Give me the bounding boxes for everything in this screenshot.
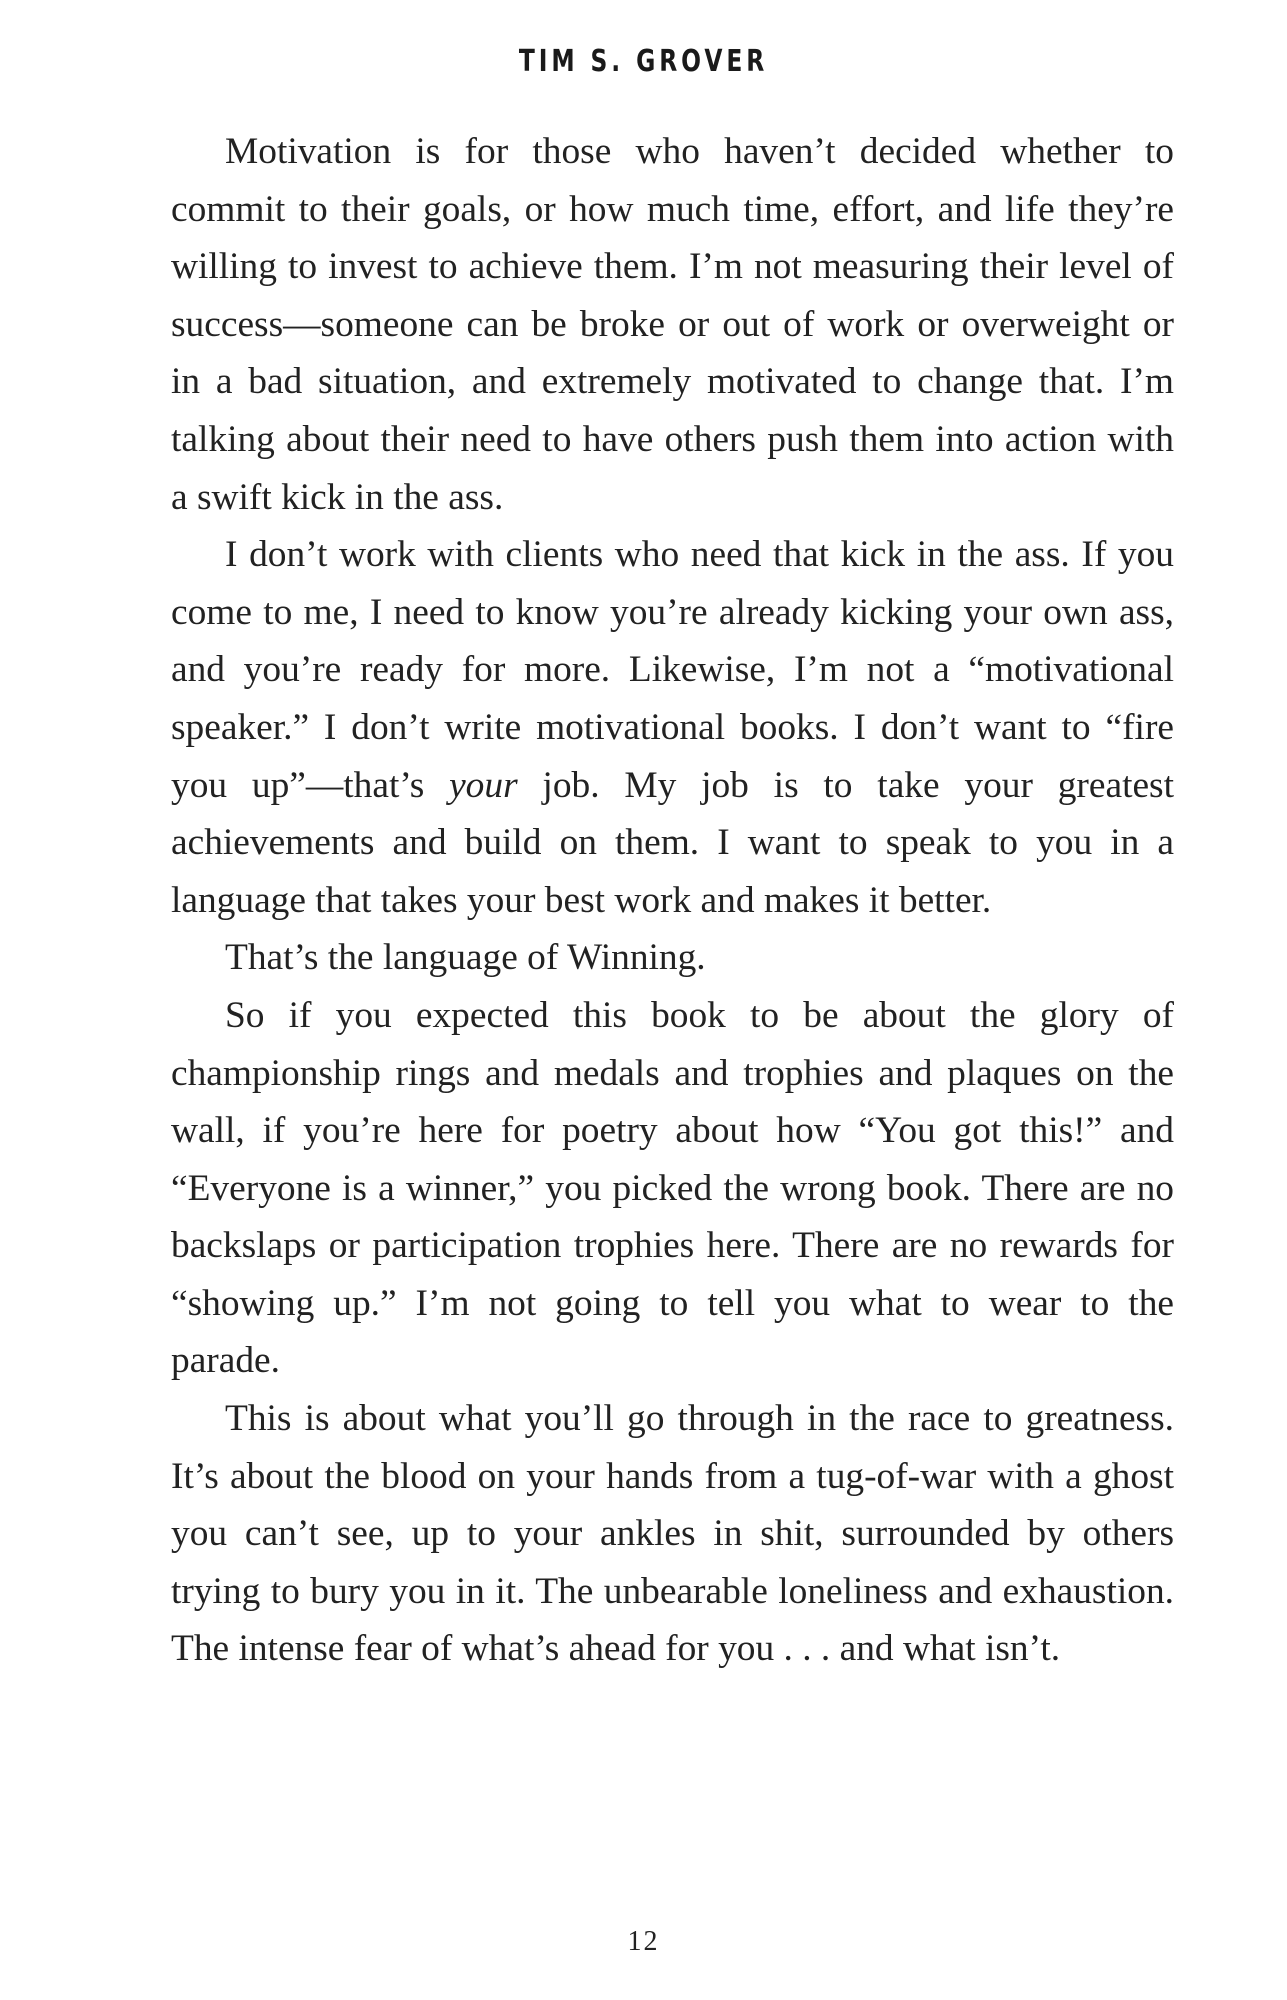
paragraph-glory: So if you expected this book to be about the glory of championship rings and medals and trophies and plaques on the wall, if you’re here for poetry about how “You got this!” and “Everyone is a winner,” you picked the wrong book. There are no backslaps or participation trophies here. There are no rewards for “showing up.” I’m not going to tell you what to wear to the parade. [171, 994, 1174, 1382]
body-text [171, 123, 1174, 1678]
emphasis-your: your [449, 764, 518, 806]
page-number: 12 [627, 1926, 660, 1957]
paragraph-clients [171, 526, 1174, 929]
paragraph-clients-text-1: I don’t work with clients who need that kick in the ass. If you come to me, I need to know you’re already kicking your own ass, and you’re ready for more. Likewise, I’m not a “motivational speaker.” I don’t write motivational books. I don’t want to “fire you up”—that’s [171, 534, 1174, 806]
paragraph-language-of-winning: That’s the language of Winning. [225, 937, 706, 979]
paragraph-motivation: Motivation is for those who haven’t decided whether to commit to their goals, or how much time, effort, and life they’re willing to invest to achieve them. I’m not measuring their level of success—someone can be broke or out of work or overweight or in a bad situation, and extremely motivated to change that. I’m talking about their need to have others push them into action with a swift kick in the ass. [171, 131, 1174, 518]
paragraph-race-to-greatness: This is about what you’ll go through in the race to greatness. It’s about the blood on your hands from a tug-of-war with a ghost you can’t see, up to your ankles in shit, surrounded by others trying to bury you in it. The unbearable loneliness and exhaustion. The intense fear of what’s ahead for you . . . and what isn’t. [171, 1398, 1174, 1670]
running-head-author: TIM S. GROVER [518, 44, 769, 79]
paragraph-clients-text-2: job. My job is to take your greatest achievements and build on them. I want to speak to you in a language that takes your best work and makes it better. [171, 764, 1174, 921]
